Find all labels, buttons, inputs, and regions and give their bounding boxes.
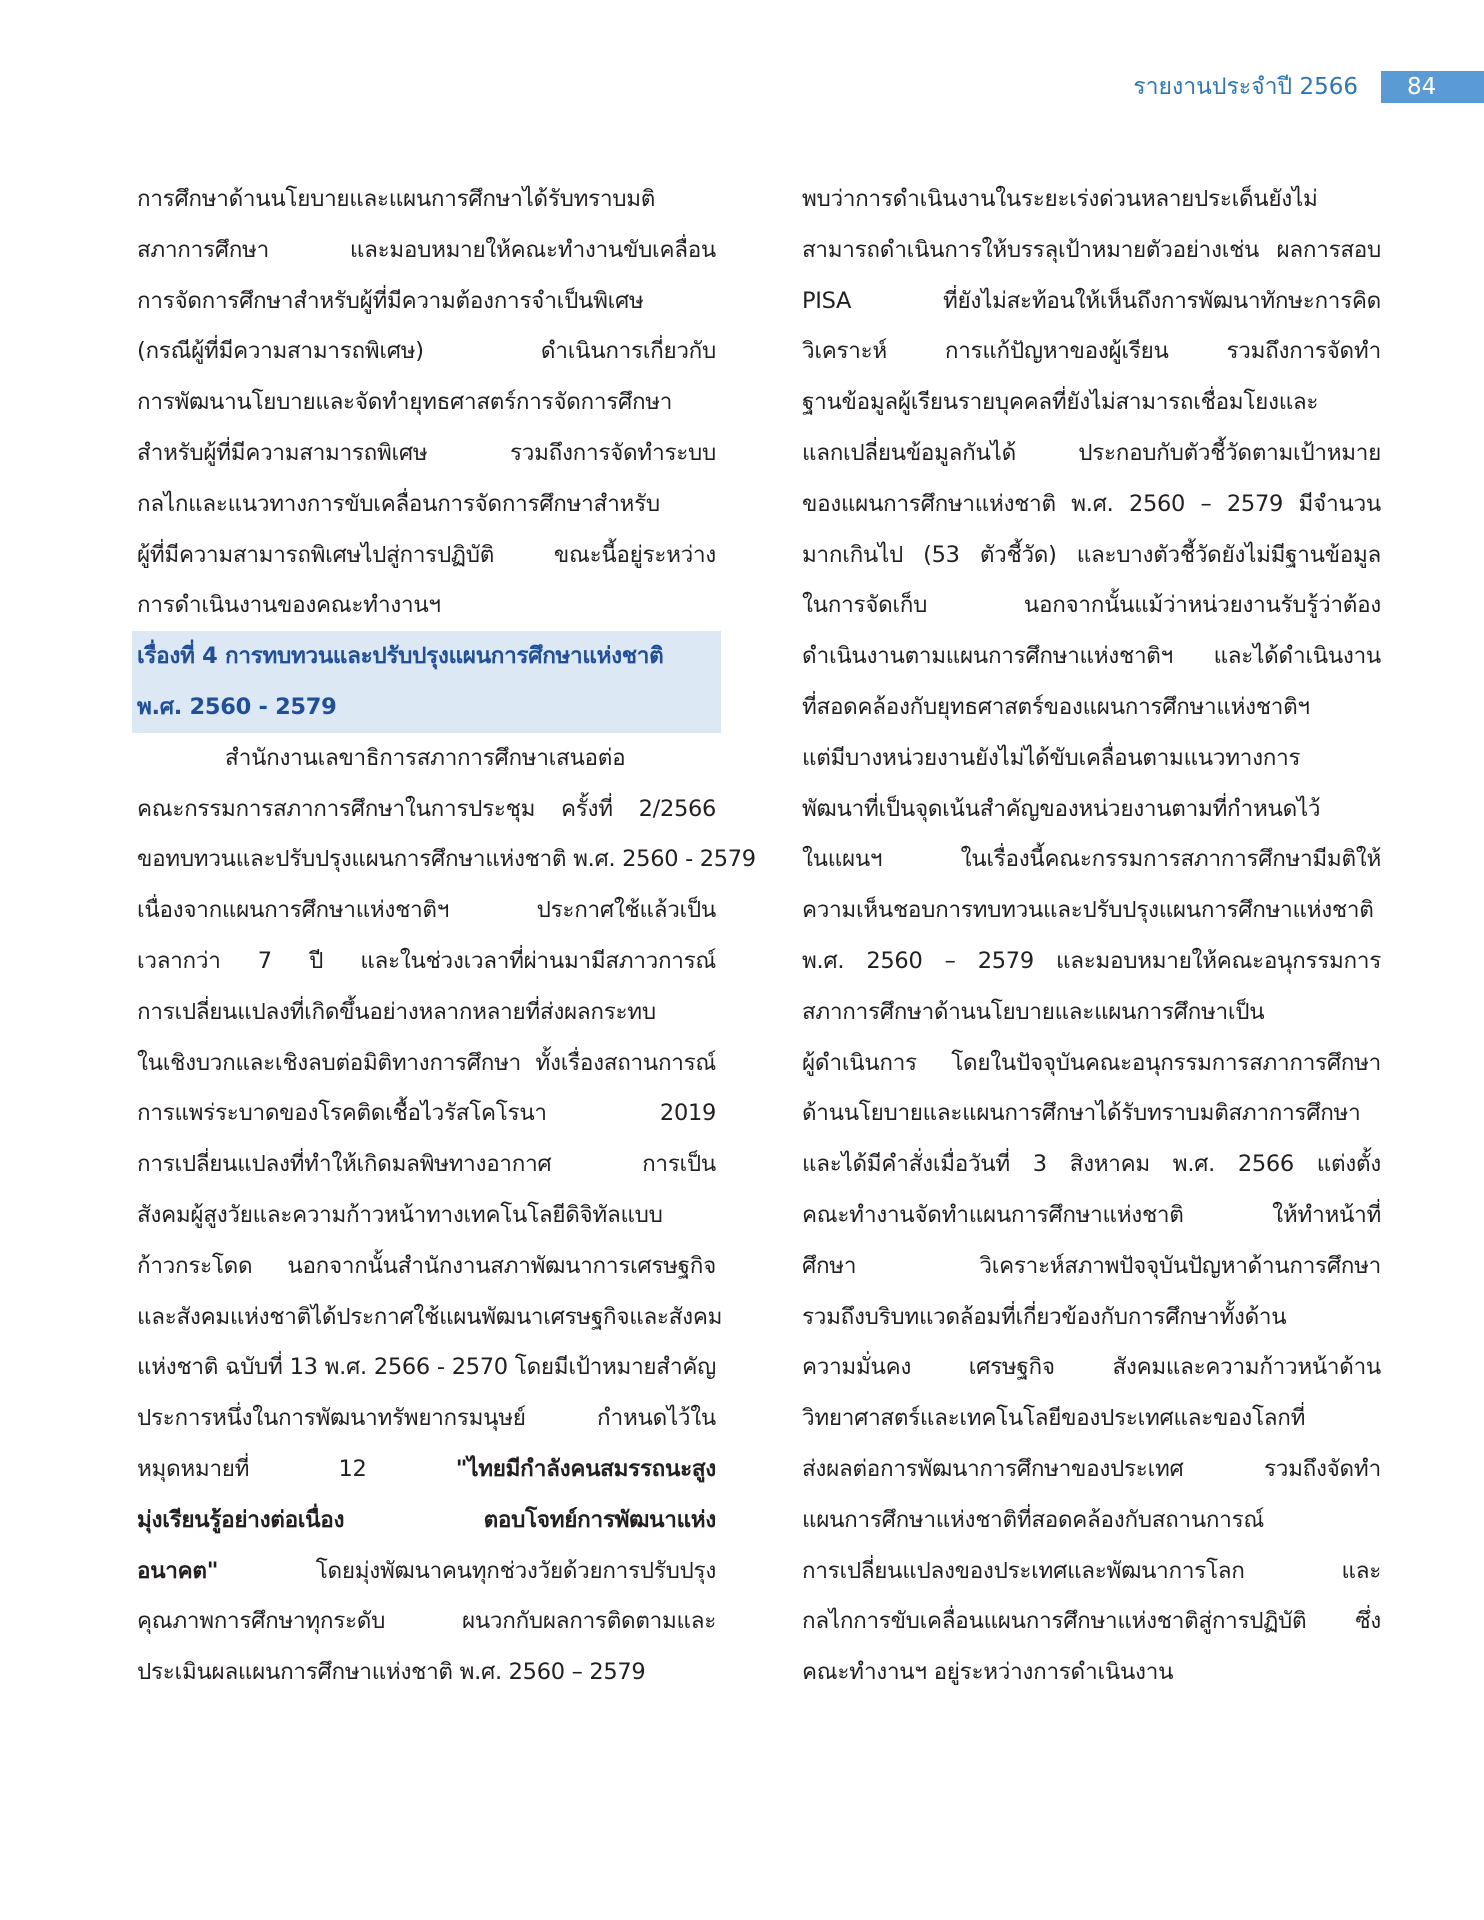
text-line: สภาการศึกษาด้านนโยบายและแผนการศึกษาเป็น (802, 998, 1265, 1025)
text-line: และได้มีคำสั่งเมื่อวันที่ 3 สิงหาคม พ.ศ. 2566 แต่งตั้ง (802, 1151, 1381, 1178)
text-segment: คณะกรรมการสภาการศึกษาในการประชุม ครั้งที่ 2/2566 (137, 795, 716, 822)
text-line: ศึกษา วิเคราะห์สภาพปัจจุบันปัญหาด้านการศึกษา (802, 1252, 1381, 1279)
text-line: สามารถดำเนินการให้บรรลุเป้าหมายตัวอย่างเช่น ผลการสอบ (802, 236, 1381, 263)
text-segment: เวลากว่า 7 ปี และในช่วงเวลาที่ผ่านมามีสภาวการณ์ (137, 947, 716, 974)
left-column (137, 174, 756, 1698)
text-line: พ.ศ. 2560 - 2579 (137, 693, 337, 720)
text-line: การดำเนินงานของคณะทำงานฯ (137, 592, 441, 619)
text-line: ผู้ดำเนินการ โดยในปัจจุบันคณะอนุกรรมการสภาการศึกษา (802, 1049, 1381, 1076)
text-segment: สำนักงานเลขาธิการสภาการศึกษาเสนอต่อ (225, 744, 626, 771)
text-line: กลไกการขับเคลื่อนแผนการศึกษาแห่งชาติสู่การปฏิบัติ ซึ่ง (802, 1608, 1381, 1635)
text-line: การเปลี่ยนแปลงของประเทศและพัฒนาการโลก และ (802, 1557, 1381, 1584)
text-segment: ประการหนึ่งในการพัฒนาทรัพยากรมนุษย์ กำหนดไว้ใน (137, 1405, 716, 1432)
text-segment: การเปลี่ยนแปลงที่เกิดขึ้นอย่างหลากหลายที่ส่งผลกระทบ (137, 998, 656, 1025)
text-line: ที่สอดคล้องกับยุทธศาสตร์ของแผนการศึกษาแห่งชาติฯ (802, 693, 1310, 720)
text-line: แลกเปลี่ยนข้อมูลกันได้ ประกอบกับตัวชี้วัดตามเป้าหมาย (802, 439, 1381, 466)
text-line (137, 1038, 716, 1089)
text-line: วิเคราะห์ การแก้ปัญหาของผู้เรียน รวมถึงการจัดทำ (802, 338, 1381, 365)
text-segment: โดยมุ่งพัฒนาคนทุกช่วงวัยด้วยการปรับปรุง (218, 1557, 716, 1584)
text-line (137, 1393, 716, 1444)
text-segment: คุณภาพการศึกษาทุกระดับ ผนวกกับผลการติดตามและ (137, 1608, 716, 1635)
text-line: ฐานข้อมูลผู้เรียนรายบุคคลที่ยังไม่สามารถเชื่อมโยงและ (802, 389, 1319, 416)
text-line: สภาการศึกษา และมอบหมายให้คณะทำงานขับเคลื่อน (137, 236, 716, 263)
text-segment: ขอทบทวนและปรับปรุงแผนการศึกษาแห่งชาติ พ.ศ. 2560 - 2579 (137, 846, 756, 873)
text-line: คณะทำงานฯ อยู่ระหว่างการดำเนินงาน (802, 1659, 1174, 1686)
text-line: พบว่าการดำเนินงานในระยะเร่งด่วนหลายประเด็นยังไม่ (802, 186, 1318, 212)
text-segment: ประเมินผลแผนการศึกษาแห่งชาติ พ.ศ. 2560 – 2579 (137, 1659, 646, 1686)
text-segment: ก้าวกระโดด นอกจากนั้นสำนักงานสภาพัฒนาการเศรษฐกิจ (137, 1252, 716, 1279)
text-line: ของแผนการศึกษาแห่งชาติ พ.ศ. 2560 – 2579 มีจำนวน (802, 490, 1381, 517)
bold-text: "ไทยมีกำลังคนสมรรถนะสูง (455, 1455, 716, 1482)
text-line: ส่งผลต่อการพัฒนาการศึกษาของประเทศ รวมถึงจัดทำ (802, 1455, 1381, 1482)
text-line: สำหรับผู้ที่มีความสามารถพิเศษ รวมถึงการจัดทำระบบ (137, 439, 716, 466)
text-line (137, 1596, 716, 1647)
text-line (137, 1292, 723, 1343)
text-line: แต่มีบางหน่วยงานยังไม่ได้ขับเคลื่อนตามแนวทางการ (802, 744, 1301, 771)
text-line: วิทยาศาสตร์และเทคโนโลยีของประเทศและของโลกที่ (802, 1405, 1306, 1432)
text-line (137, 885, 716, 936)
text-line (137, 834, 756, 885)
text-line: พ.ศ. 2560 – 2579 และมอบหมายให้คณะอนุกรรมการ (802, 947, 1381, 974)
text-line: การศึกษาด้านนโยบายและแผนการศึกษาได้รับทราบมติ (137, 186, 656, 212)
text-line (137, 733, 716, 784)
text-line: ความมั่นคง เศรษฐกิจ สังคมและความก้าวหน้าด้าน (802, 1354, 1381, 1381)
paragraph (137, 174, 716, 631)
right-column (802, 174, 1381, 1698)
text-segment: การแพร่ระบาดของโรคติดเชื้อไวรัสโคโรนา 2019 (137, 1100, 716, 1127)
text-line (137, 1647, 716, 1698)
bold-text: มุ่งเรียนรู้อย่างต่อเนื่อง ตอบโจทย์การพัฒนาแห่ง (137, 1506, 716, 1533)
text-line: ผู้ที่มีความสามารถพิเศษไปสู่การปฏิบัติ ขณะนี้อยู่ระหว่าง (137, 541, 716, 568)
section-heading (132, 631, 721, 733)
text-line: แผนการศึกษาแห่งชาติที่สอดคล้องกับสถานการณ์ (802, 1506, 1264, 1533)
text-line: ความเห็นชอบการทบทวนและปรับปรุงแผนการศึกษาแห่งชาติ (802, 897, 1374, 924)
text-segment: แห่งชาติ ฉบับที่ 13 พ.ศ. 2566 - 2570 โดยมีเป้าหมายสำคัญ (137, 1354, 716, 1381)
text-line: พัฒนาที่เป็นจุดเน้นสำคัญของหน่วยงานตามที่กำหนดไว้ (802, 795, 1321, 822)
text-segment: สังคมผู้สูงวัยและความก้าวหน้าทางเทคโนโลยีดิจิทัลแบบ (137, 1201, 663, 1228)
text-line: เรื่องที่ 4 การทบทวนและปรับปรุงแผนการศึกษาแห่งชาติ (137, 643, 664, 670)
text-line (137, 936, 716, 987)
text-line: ในแผนฯ ในเรื่องนี้คณะกรรมการสภาการศึกษามีมติให้ (802, 846, 1381, 873)
text-segment: หมุดหมายที่ 12 (137, 1455, 456, 1482)
text-line (137, 784, 716, 835)
text-line (137, 987, 716, 1038)
text-line: ในการจัดเก็บ นอกจากนั้นแม้ว่าหน่วยงานรับรู้ว่าต้อง (802, 592, 1381, 619)
text-line: คณะทำงานจัดทำแผนการศึกษาแห่งชาติ ให้ทำหน้าที่ (802, 1201, 1381, 1228)
text-line (137, 1088, 716, 1139)
text-segment: และสังคมแห่งชาติได้ประกาศใช้แผนพัฒนาเศรษฐกิจและสังคม (137, 1303, 723, 1330)
text-line (137, 1546, 716, 1597)
text-line: กลไกและแนวทางการขับเคลื่อนการจัดการศึกษาสำหรับ (137, 490, 660, 517)
text-segment: ในเชิงบวกและเชิงลบต่อมิติทางการศึกษา ทั้งเรื่องสถานการณ์ (137, 1049, 716, 1076)
text-segment: เนื่องจากแผนการศึกษาแห่งชาติฯ ประกาศใช้แล้วเป็น (137, 897, 716, 924)
text-line (137, 1190, 716, 1241)
report-title: รายงานประจำปี 2566 (1133, 74, 1358, 100)
text-line (137, 1444, 716, 1495)
text-line (137, 1139, 716, 1190)
text-line: ดำเนินงานตามแผนการศึกษาแห่งชาติฯ และได้ดำเนินงาน (802, 643, 1381, 670)
text-line: รวมถึงบริบทแวดล้อมที่เกี่ยวข้องกับการศึกษาทั้งด้าน (802, 1303, 1287, 1330)
paragraph (137, 733, 756, 1698)
text-line: การจัดการศึกษาสำหรับผู้ที่มีความต้องการจำเป็นพิเศษ (137, 287, 644, 314)
paragraph (802, 174, 1381, 1698)
text-line (137, 1342, 716, 1393)
text-line (137, 1495, 716, 1546)
text-line: PISA ที่ยังไม่สะท้อนให้เห็นถึงการพัฒนาทักษะการคิด (802, 287, 1381, 314)
text-line: มากเกินไป (53 ตัวชี้วัด) และบางตัวชี้วัดยังไม่มีฐานข้อมูล (802, 541, 1381, 568)
text-segment: การเปลี่ยนแปลงที่ทำให้เกิดมลพิษทางอากาศ การเป็น (137, 1151, 716, 1178)
text-line: ด้านนโยบายและแผนการศึกษาได้รับทราบมติสภาการศึกษา (802, 1100, 1361, 1127)
text-line (137, 1241, 716, 1292)
page-number: 84 (1381, 71, 1484, 103)
text-line: (กรณีผู้ที่มีความสามารถพิเศษ) ดำเนินการเกี่ยวกับ (137, 338, 716, 365)
bold-text: อนาคต" (137, 1557, 219, 1584)
text-line: การพัฒนานโยบายและจัดทำยุทธศาสตร์การจัดการศึกษา (137, 389, 673, 416)
